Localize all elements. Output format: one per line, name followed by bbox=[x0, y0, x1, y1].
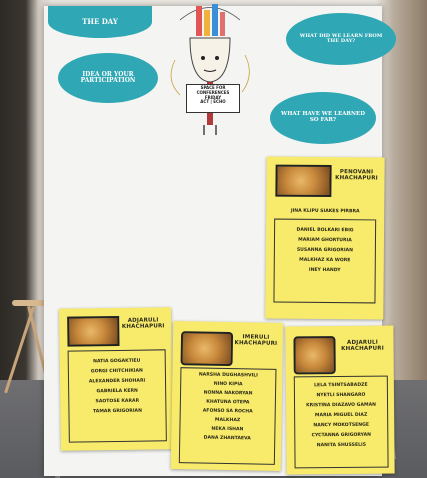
sign-title-line: ADJARULI bbox=[346, 339, 379, 346]
sign-name: NANCY MOKOTSENGE bbox=[313, 422, 370, 429]
sign-title-line: KHACHAPURI bbox=[121, 323, 165, 331]
sign-name: MARIA MIGUEL DIAZ bbox=[314, 412, 368, 419]
sign-name: KHATUNA OTEPA bbox=[206, 399, 250, 406]
figure-sign-line: ACT | ECHO bbox=[200, 99, 226, 105]
sign-name: INEY HANDY bbox=[308, 267, 341, 274]
sign-name: LELA TSINTSABADZE bbox=[314, 382, 368, 389]
sign-name: GABRIELA KERN bbox=[96, 388, 138, 395]
names-box bbox=[273, 219, 376, 304]
sign-title-line: KHACHAPURI bbox=[335, 175, 378, 182]
sign-title bbox=[231, 334, 281, 347]
sign-name: JINA KLIPU SIAKES PIRBRA bbox=[290, 208, 360, 215]
names-box bbox=[179, 367, 277, 465]
sign-name: NINO KIPIA bbox=[213, 381, 243, 388]
sign-name: NEKA ISHAN bbox=[211, 426, 244, 433]
sign-name: MALKHAZ bbox=[214, 417, 241, 424]
sign-name: MARIAM GHORTURIA bbox=[298, 237, 352, 244]
sign-title bbox=[328, 169, 384, 182]
sign-name: TAMAR GRIGORIAN bbox=[92, 408, 142, 415]
sign-name: AFONSO SA ROCHA bbox=[202, 408, 253, 415]
sign-title-line: IMERULI bbox=[242, 334, 270, 341]
cloud-text: WHAT HAVE WE LEARNED SO FAR? bbox=[281, 111, 365, 123]
sign-title-line: PENOVANI bbox=[339, 169, 374, 176]
sign-name: SUSANNA GRIGORIAN bbox=[296, 247, 353, 254]
sign-name: GORGI CHITCHIKIAN bbox=[90, 368, 143, 375]
figure-sign-line: SPACE FOR bbox=[200, 85, 226, 90]
khachapuri-sign bbox=[171, 321, 284, 471]
sign-name: DANIEL BOLKARI EBIG bbox=[296, 227, 354, 234]
sign-name: NANITA SHUSSELIS bbox=[316, 442, 367, 449]
cloud-text: THE DAY bbox=[82, 17, 118, 27]
sign-title-line: KHACHAPURI bbox=[341, 345, 384, 353]
sign-title bbox=[115, 317, 171, 330]
sign-name: NONNA NAKORYAN bbox=[203, 390, 253, 397]
khachapuri-photo bbox=[181, 331, 234, 366]
sign-name: SAOTOSE KARAR bbox=[95, 398, 140, 405]
khachapuri-photo bbox=[275, 165, 331, 197]
figure-sign-line: CONFERENCES bbox=[196, 89, 230, 95]
names-box bbox=[68, 349, 167, 442]
cloud-left bbox=[58, 53, 158, 103]
sign-name: CYCTANNA GRIGORYAN bbox=[311, 432, 372, 439]
sign-name: ALEXANDER SHOHARI bbox=[88, 378, 146, 385]
names-box bbox=[294, 376, 389, 469]
cloud-right-top bbox=[286, 13, 396, 65]
sign-name: KRISTINA DIAZAVO GAMAN bbox=[306, 402, 377, 409]
sign-name: NARSHA DUGHASHVILI bbox=[198, 372, 258, 379]
figure-sign bbox=[186, 84, 240, 113]
cloud-text: WHAT DID WE LEARN FROM THE DAY? bbox=[299, 32, 383, 44]
khachapuri-sign bbox=[265, 156, 384, 319]
khachapuri-sign bbox=[285, 326, 394, 475]
figure-sign-line: FRIDAY bbox=[204, 94, 222, 100]
sign-title bbox=[333, 340, 391, 353]
sign-name: NYETLI SHANGARO bbox=[316, 392, 366, 399]
sign-title-line: ADJARULI bbox=[127, 317, 159, 324]
cloud-text: IDEA OR YOUR PARTICIPATION bbox=[80, 70, 136, 84]
cloud-right-mid bbox=[270, 92, 376, 144]
sign-name: DANA ZHANTAEVA bbox=[203, 435, 251, 442]
sign-title-line: KHACHAPURI bbox=[234, 340, 278, 348]
figure-doodle bbox=[160, 0, 260, 140]
khachapuri-sign bbox=[59, 307, 173, 451]
sign-name: NATIA GOGAKTIEU bbox=[93, 358, 141, 365]
khachapuri-photo bbox=[67, 316, 119, 347]
khachapuri-photo bbox=[293, 336, 335, 374]
sign-name: MALKHAZ KA WORE bbox=[299, 257, 351, 264]
cloud-top bbox=[48, 6, 152, 38]
